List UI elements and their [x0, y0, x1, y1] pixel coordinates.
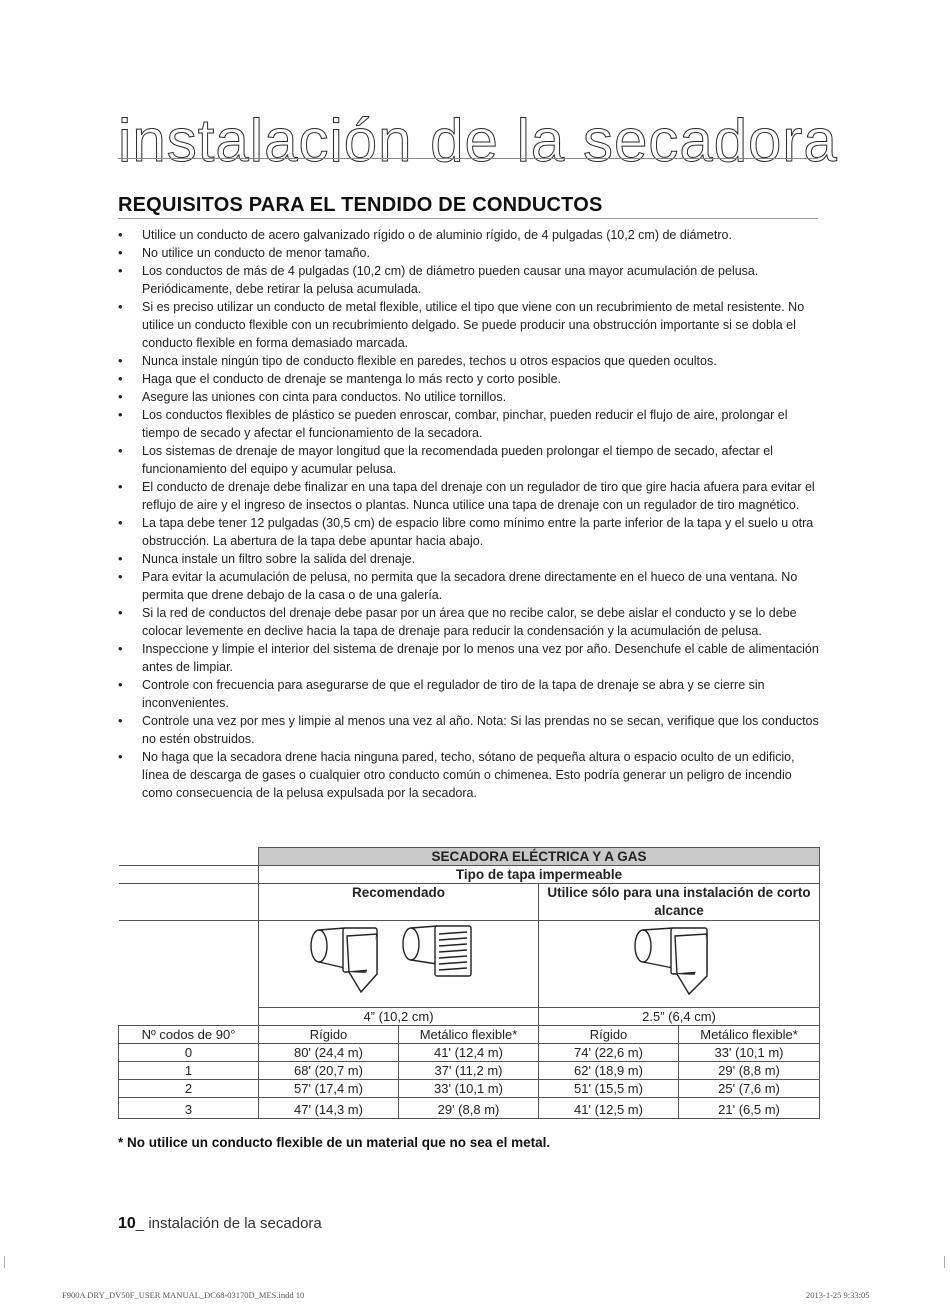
vent-hood-icon: [299, 922, 499, 1002]
list-item: • Utilice un conducto de acero galvanizado rígido o de aluminio rígido, de 4 pulgadas (10,2 cm) de diámetro.: [118, 226, 822, 244]
page-number: 10: [118, 1215, 136, 1232]
footer-title: instalación de la secadora: [148, 1215, 322, 1232]
table-cell: 33' (10,1 m): [679, 1044, 820, 1062]
section-heading: REQUISITOS PARA EL TENDIDO DE CONDUCTOS: [118, 194, 603, 216]
list-item: • Nunca instale un filtro sobre la salida del drenaje.: [118, 550, 822, 568]
table-cell: 62' (18,9 m): [539, 1062, 679, 1080]
list-item: • El conducto de drenaje debe finalizar en una tapa del drenaje con un regulador de tiro que gire hacia afuera para evitar el reflujo de aire y el ingreso de insectos o plantas. Nunca utilice una tapa de drenaje con un regulador de tiro magnético.: [118, 478, 822, 514]
crop-mark: [944, 1256, 945, 1268]
page-title: instalación de la secadora: [118, 107, 838, 174]
list-item: • Asegure las uniones con cinta para conductos. No utilice tornillos.: [118, 388, 822, 406]
table-cell: 21' (6,5 m): [679, 1098, 820, 1119]
table-cell: 29' (8,8 m): [399, 1098, 539, 1119]
table-footnote: * No utilice un conducto flexible de un material que no sea el metal.: [118, 1135, 551, 1150]
list-item: • Controle una vez por mes y limpie al menos una vez al año. Nota: Si las prendas no se secan, verifique que los conductos no estén obstruidos.: [118, 712, 822, 748]
vent-length-table: [118, 847, 820, 1119]
recommended-hood-illustrations: [259, 921, 539, 1008]
list-item: • Los sistemas de drenaje de mayor longitud que la recomendada pueden prolongar el tiempo de secado, afectar el funcionamiento del equipo y acumular pelusa.: [118, 442, 822, 478]
table-cell: 33' (10,1 m): [399, 1080, 539, 1098]
table-cell: 2: [119, 1080, 259, 1098]
table-corner: [119, 921, 259, 1008]
table-cell: 37' (11,2 m): [399, 1062, 539, 1080]
table-cell: 41' (12,4 m): [399, 1044, 539, 1062]
table-cell: 51' (15,5 m): [539, 1080, 679, 1098]
list-item: • Inspeccione y limpie el interior del sistema de drenaje por lo menos una vez por año. Desenchufe el cable de alimentación antes de limpiar.: [118, 640, 822, 676]
print-slug-file: F900A DRY_DV50F_USER MANUAL_DC68-03170D_MES.indd 10: [62, 1290, 305, 1300]
column-header: Rígido: [539, 1026, 679, 1044]
footer-separator: _: [135, 1215, 145, 1232]
list-item: • Los conductos de más de 4 pulgadas (10,2 cm) de diámetro pueden causar una mayor acumulación de pelusa. Periódicamente, debe retirar la pelusa acumulada.: [118, 262, 822, 298]
list-item: • Los conductos flexibles de plástico se pueden enroscar, combar, pinchar, pueden reducir el flujo de aire, prolongar el tiempo de secado y afectar el funcionamiento de la secadora.: [118, 406, 822, 442]
list-item: • No utilice un conducto de menor tamaño.: [118, 244, 822, 262]
table-cell: 1: [119, 1062, 259, 1080]
table-corner: [119, 1008, 259, 1026]
table-row: [119, 1062, 820, 1080]
list-item: • Si es preciso utilizar un conducto de metal flexible, utilice el tipo que viene con un recubrimiento de metal resistente. No utilice un conducto flexible con un recubrimiento delgado. Se puede producir una obstrucción importante si se dobla el conducto flexible en forma demasiado marcada.: [118, 298, 822, 352]
section-divider: [118, 218, 818, 219]
title-divider: [118, 158, 818, 159]
table-row: [119, 1098, 820, 1119]
list-item: • Nunca instale ningún tipo de conducto flexible en paredes, techos u otros espacios que queden ocultos.: [118, 352, 822, 370]
short-run-hood-illustration: [539, 921, 820, 1008]
table-row: [119, 1044, 820, 1062]
table-subtitle: Tipo de tapa impermeable: [259, 866, 820, 884]
table-cell: 0: [119, 1044, 259, 1062]
requirements-list: [118, 226, 822, 802]
list-item: • Para evitar la acumulación de pelusa, no permita que la secadora drene directamente en el hueco de una ventana. No permita que drene debajo de la casa o de una galería.: [118, 568, 822, 604]
size-recommended: 4” (10,2 cm): [259, 1008, 539, 1026]
column-header: Rígido: [259, 1026, 399, 1044]
list-item: • Haga que el conducto de drenaje se mantenga lo más recto y corto posible.: [118, 370, 822, 388]
crop-mark: [4, 1256, 5, 1268]
group-recommended: Recomendado: [259, 884, 539, 921]
list-item: • La tapa debe tener 12 pulgadas (30,5 cm) de espacio libre como mínimo entre la parte inferior de la tapa y el suelo u otra obstrucción. La abertura de la tapa debe apuntar hacia abajo.: [118, 514, 822, 550]
table-cell: 29' (8,8 m): [679, 1062, 820, 1080]
table-corner: [119, 848, 259, 866]
column-header: Nº codos de 90°: [119, 1026, 259, 1044]
table-cell: 80' (24,4 m): [259, 1044, 399, 1062]
column-header: Metálico flexible*: [679, 1026, 820, 1044]
table-cell: 47' (14,3 m): [259, 1098, 399, 1119]
table-corner: [119, 866, 259, 884]
print-slug-timestamp: 2013-1-25 9:33:05: [806, 1290, 870, 1300]
size-short-run: 2.5” (6,4 cm): [539, 1008, 820, 1026]
list-item: • Si la red de conductos del drenaje debe pasar por un área que no recibe calor, se debe aislar el conducto y se lo debe colocar levemente en declive hacia la tapa de drenaje para reducir la condensación y la acumulación de pelusa.: [118, 604, 822, 640]
group-short-run: Utilice sólo para una instalación de corto alcance: [539, 884, 820, 921]
column-header: Metálico flexible*: [399, 1026, 539, 1044]
list-item: • No haga que la secadora drene hacia ninguna pared, techo, sótano de pequeña altura o espacio oculto de un edificio, línea de descarga de gases o cualquier otro conducto común o chimenea. Esto podría generar un peligro de incendio como consecuencia de la pelusa expulsada por la secadora.: [118, 748, 822, 802]
page-footer: [118, 1215, 322, 1233]
table-cell: 41' (12,5 m): [539, 1098, 679, 1119]
table-cell: 25' (7,6 m): [679, 1080, 820, 1098]
table-cell: 74' (22,6 m): [539, 1044, 679, 1062]
table-title: SECADORA ELÉCTRICA Y A GAS: [259, 848, 820, 866]
vent-hood-icon: [619, 922, 739, 1002]
list-item: • Controle con frecuencia para asegurarse de que el regulador de tiro de la tapa de drenaje se abra y se cierre sin inconvenientes.: [118, 676, 822, 712]
table-corner: [119, 884, 259, 921]
table-cell: 57' (17,4 m): [259, 1080, 399, 1098]
table-row: [119, 1080, 820, 1098]
table-cell: 68' (20,7 m): [259, 1062, 399, 1080]
table-cell: 3: [119, 1098, 259, 1119]
